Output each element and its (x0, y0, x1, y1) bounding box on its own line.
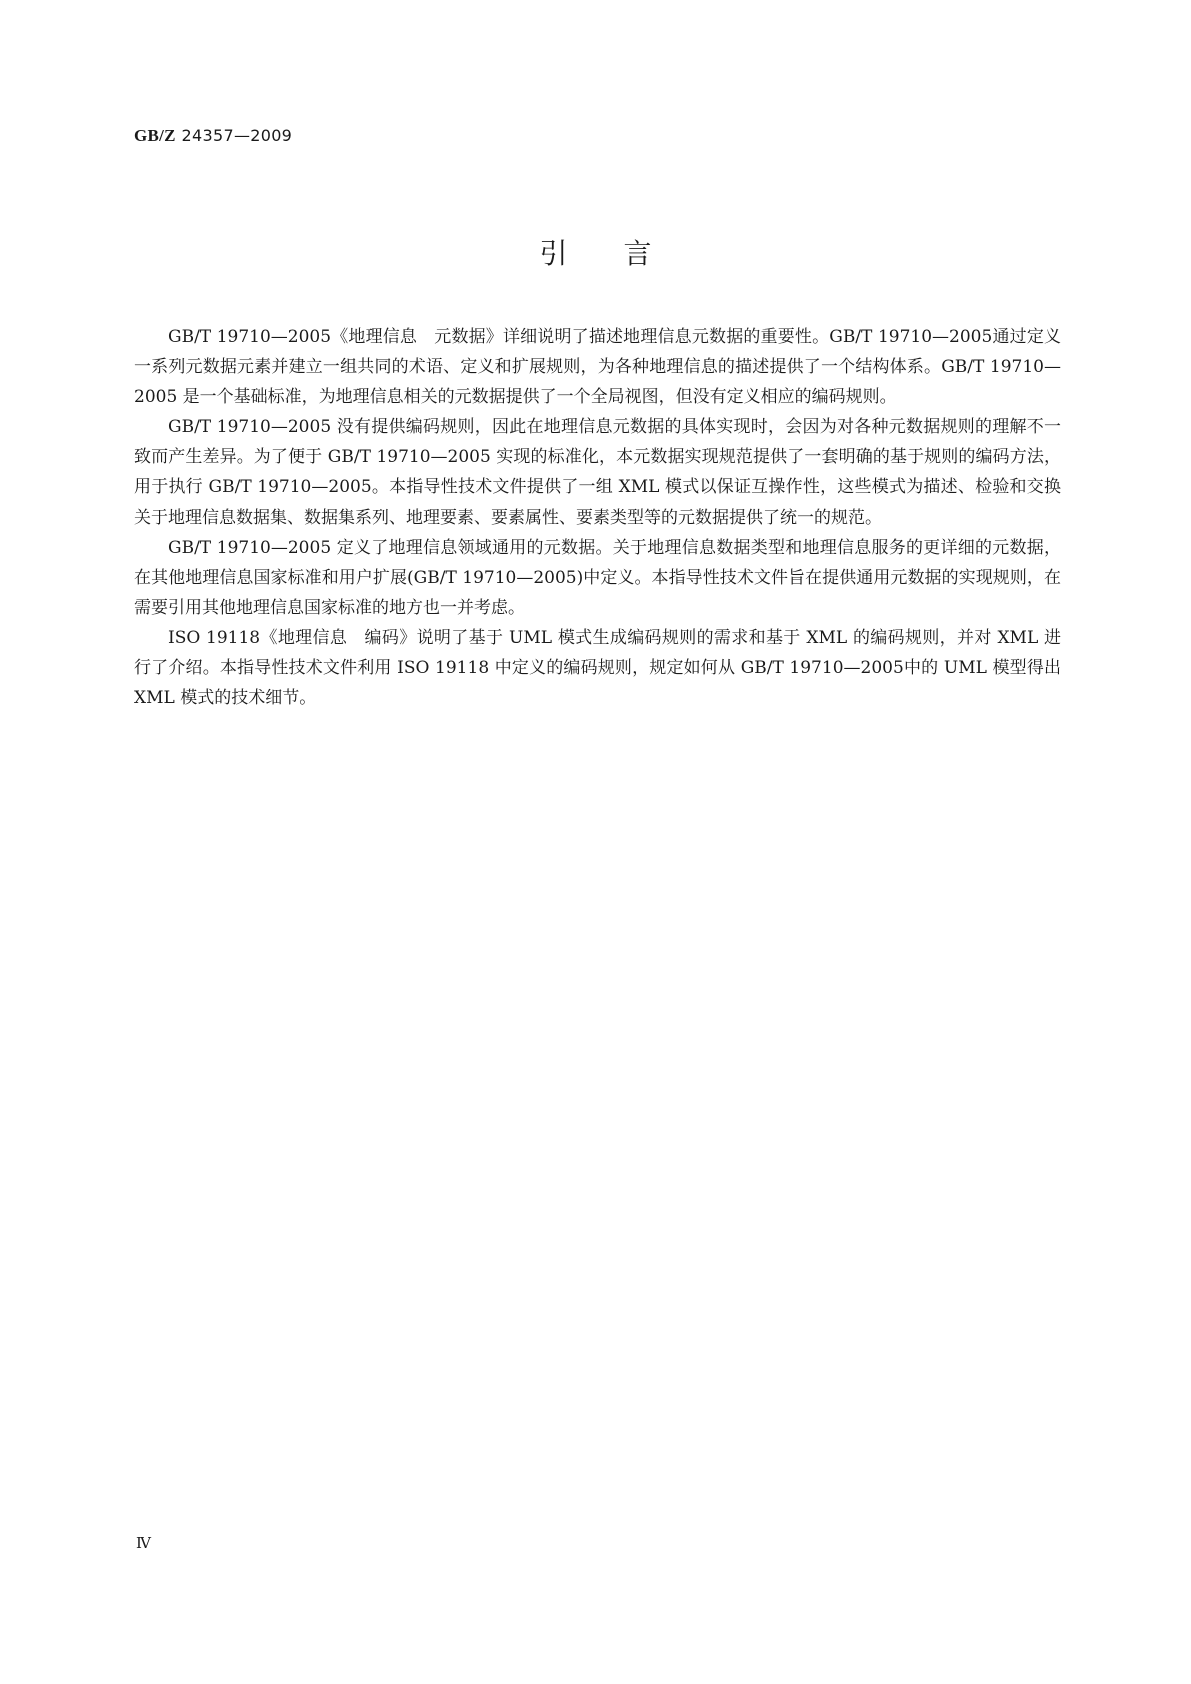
standard-code-header (134, 126, 292, 146)
paragraph: GB/T 19710—2005 定义了地理信息领域通用的元数据。关于地理信息数据类型和地理信息服务的更详细的元数据，在其他地理信息国家标准和用户扩展(GB/T 19710—2005)中定义。本指导性技术文件旨在提供通用元数据的实现规则，在需要引用其他地理信息国家标准的地方也一并考虑。 (134, 537, 1061, 618)
standard-code-prefix: GB/Z (134, 126, 176, 145)
page-number: Ⅳ (136, 1536, 151, 1552)
introduction-body (134, 322, 1061, 713)
standard-code-number: 24357—2009 (181, 126, 293, 145)
paragraph: GB/T 19710—2005《地理信息 元数据》详细说明了描述地理信息元数据的重要性。GB/T 19710—2005通过定义一系列元数据元素并建立一组共同的术语、定义和扩展规则，为各种地理信息的描述提供了一个结构体系。GB/T 19710—2005 是一个基础标准，为地理信息相关的元数据提供了一个全局视图，但没有定义相应的编码规则。 (134, 327, 1061, 408)
section-title: 引言 (539, 237, 708, 270)
paragraph: GB/T 19710—2005 没有提供编码规则，因此在地理信息元数据的具体实现时，会因为对各种元数据规则的理解不一致而产生差异。为了便于 GB/T 19710—2005 实现的标准化，本元数据实现规范提供了一套明确的基于规则的编码方法，用于执行 GB/T 19710—2005。本指导性技术文件提供了一组 XML 模式以保证互操作性，这些模式为描述、检验和交换关于地理信息数据集、数据集系列、地理要素、要素属性、要素类型等的元数据提供了统一的规范。 (134, 417, 1061, 528)
paragraph: ISO 19118《地理信息 编码》说明了基于 UML 模式生成编码规则的需求和基于 XML 的编码规则，并对 XML 进行了介绍。本指导性技术文件利用 ISO 19118 中定义的编码规则，规定如何从 GB/T 19710—2005中的 UML 模型得出 XML 模式的技术细节。 (134, 627, 1061, 709)
